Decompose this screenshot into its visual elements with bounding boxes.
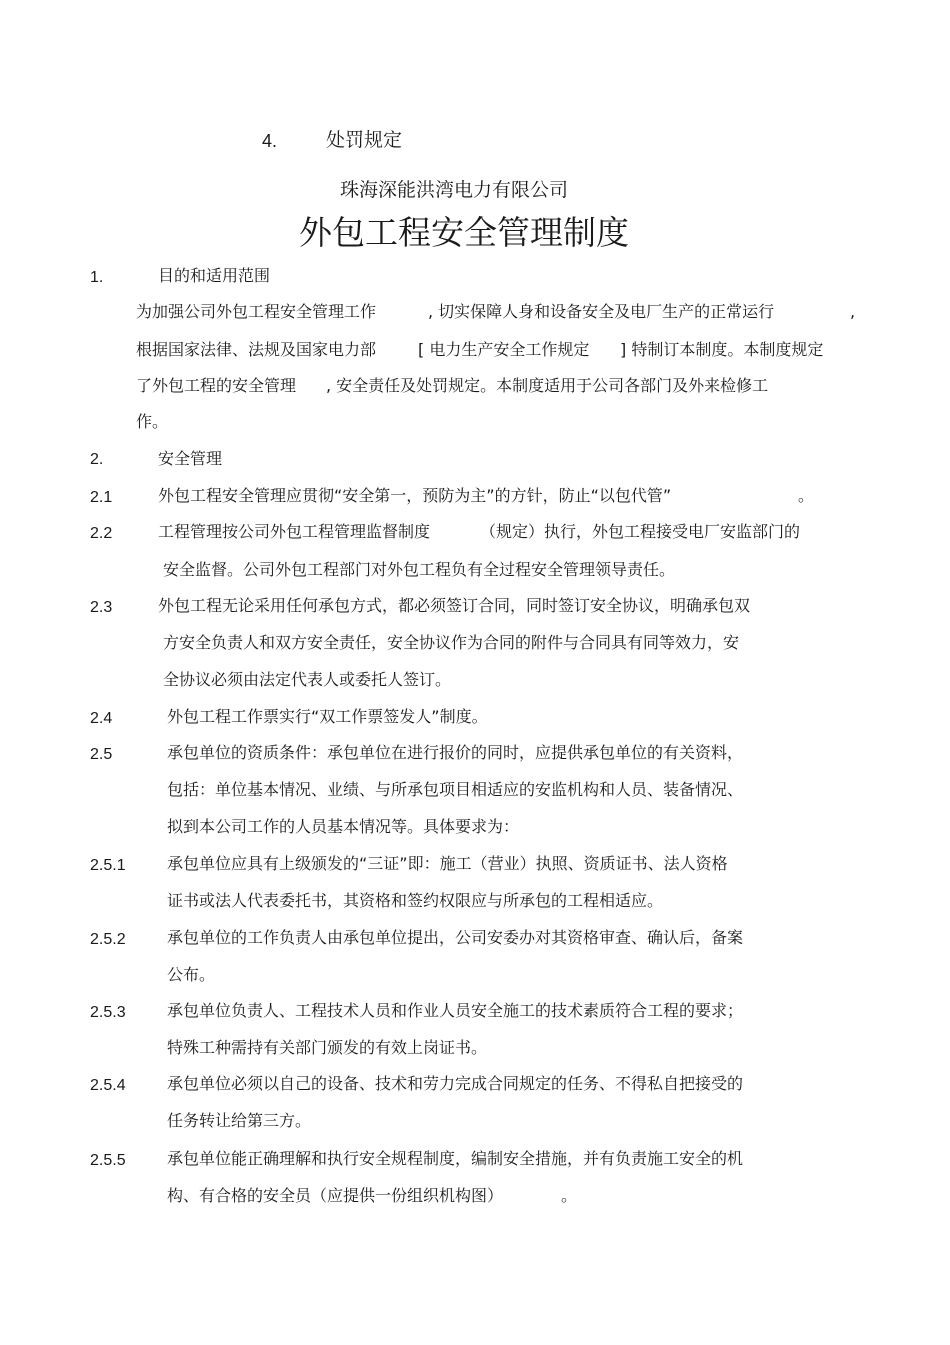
- clause-line: 任务转让给第三方。: [167, 1111, 312, 1130]
- section-1-line: , 切实保障人身和设备安全及电厂生产的正常运行: [428, 302, 775, 321]
- clause-line: 证书或法人代表委托书，其资格和签约权限应与所承包的工程相适应。: [167, 891, 664, 910]
- section-1-line: 为加强公司外包工程安全管理工作: [136, 302, 377, 321]
- section-2-heading: 安全管理: [158, 449, 223, 468]
- clause-number: 2.1: [90, 489, 113, 506]
- clause-line: 公布。: [167, 965, 216, 984]
- clause-line: 。: [798, 486, 815, 505]
- section-1-line: ,: [850, 302, 856, 321]
- clause-number: 2.3: [90, 599, 113, 616]
- section-2-number: 2.: [90, 451, 104, 468]
- clause-line: 特殊工种需持有关部门颁发的有效上岗证书。: [167, 1038, 488, 1057]
- section-1-line: 了外包工程的安全管理: [136, 376, 297, 395]
- clause-line: 外包工程工作票实行“双工作票签发人”制度。: [167, 707, 488, 726]
- clause-line: 承包单位的资质条件：承包单位在进行报价的同时，应提供承包单位的有关资料，: [167, 743, 744, 762]
- clause-line: （规定）执行，外包工程接受电厂安监部门的: [480, 522, 801, 541]
- clause-number: 2.2: [90, 525, 113, 542]
- clause-line: 构、有合格的安全员（应提供一份组织机构图）: [167, 1186, 504, 1205]
- document-title: 外包工程安全管理制度: [299, 213, 629, 252]
- clause-line: 安全监督。公司外包工程部门对外包工程负有全过程安全管理领导责任。: [163, 560, 676, 579]
- clause-line: 方安全负责人和双方安全责任，安全协议作为合同的附件与合同具有同等效力，安: [163, 633, 740, 652]
- clause-number: 2.5.3: [90, 1004, 126, 1021]
- section-1-line: [ 电力生产安全工作规定: [418, 340, 590, 359]
- clause-line: 承包单位应具有上级颁发的“三证”即：施工（营业）执照、资质证书、法人资格: [167, 854, 728, 873]
- clause-number: 2.5.4: [90, 1077, 126, 1094]
- clause-line: 拟到本公司工作的人员基本情况等。具体要求为：: [167, 817, 520, 836]
- section-1-heading: 目的和适用范围: [158, 266, 271, 285]
- clause-line: 外包工程安全管理应贯彻“安全第一，预防为主”的方针，防止“以包代管”: [158, 486, 672, 505]
- clause-number: 2.5.1: [90, 857, 126, 874]
- section-1-line: ] 特制订本制度。本制度规定: [620, 340, 824, 359]
- clause-line: 全协议必须由法定代表人或委托人签订。: [163, 670, 452, 689]
- clause-line: 承包单位必须以自己的设备、技术和劳力完成合同规定的任务、不得私自把接受的: [167, 1074, 744, 1093]
- section-1-line: 根据国家法律、法规及国家电力部: [136, 340, 377, 359]
- clause-line: 承包单位的工作负责人由承包单位提出，公司安委办对其资格审查、确认后，备案: [167, 928, 744, 947]
- section-1-line: , 安全责任及处罚规定。本制度适用于公司各部门及外来检修工: [326, 376, 769, 395]
- clause-line: 承包单位负责人、工程技术人员和作业人员安全施工的技术素质符合工程的要求；: [167, 1001, 744, 1020]
- clause-number: 2.4: [90, 710, 113, 727]
- clause-line: 。: [561, 1186, 578, 1205]
- section-1-number: 1.: [90, 269, 104, 286]
- clause-line: 外包工程无论采用任何承包方式，都必须签订合同，同时签订安全协议，明确承包双: [158, 596, 751, 615]
- clause-line: 工程管理按公司外包工程管理监督制度: [158, 522, 431, 541]
- clause-line: 包括：单位基本情况、业绩、与所承包项目相适应的安监机构和人员、装备情况、: [167, 780, 744, 799]
- clause-number: 2.5: [90, 746, 113, 763]
- clause-number: 2.5.5: [90, 1152, 126, 1169]
- top-item-title: 处罚规定: [326, 129, 403, 151]
- clause-number: 2.5.2: [90, 931, 126, 948]
- section-1-line: 作。: [136, 412, 169, 431]
- company-name: 珠海深能洪湾电力有限公司: [340, 179, 569, 201]
- top-item-number: 4.: [262, 131, 278, 151]
- clause-line: 承包单位能正确理解和执行安全规程制度，编制安全措施，并有负责施工安全的机: [167, 1149, 744, 1168]
